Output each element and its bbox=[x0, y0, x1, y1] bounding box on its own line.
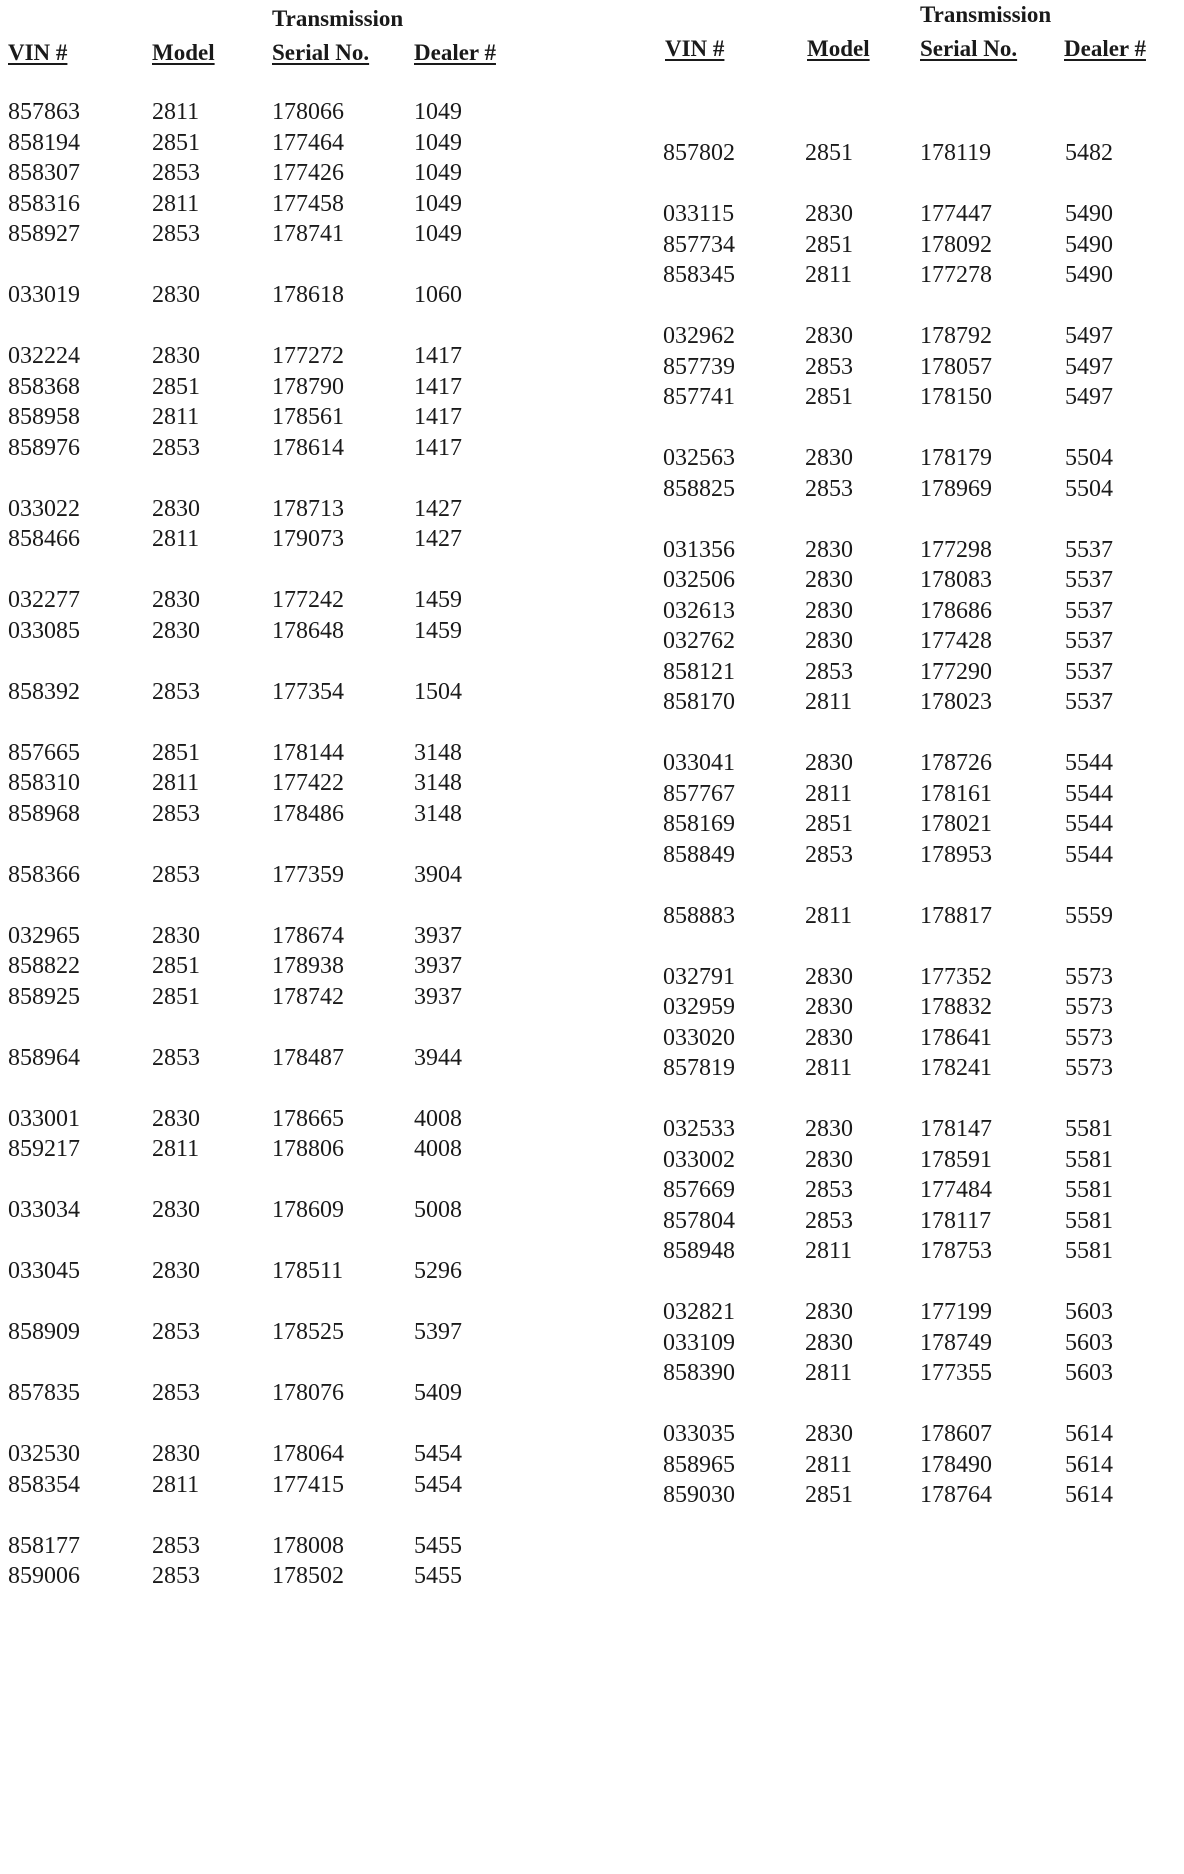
vin-cell: 033041 bbox=[663, 750, 735, 776]
serial-cell: 178591 bbox=[920, 1146, 992, 1173]
serial-cell: 178713 bbox=[272, 495, 344, 522]
serial-cell: 178490 bbox=[920, 1451, 992, 1478]
dealer-cell: 5490 bbox=[1065, 262, 1113, 288]
model-cell: 2851 bbox=[152, 953, 200, 979]
model-cell: 2853 bbox=[152, 1319, 200, 1345]
model-cell: 2853 bbox=[152, 1563, 200, 1589]
vin-cell: 858964 bbox=[8, 1044, 80, 1071]
model-cell: 2830 bbox=[152, 495, 200, 522]
serial-cell: 177298 bbox=[920, 536, 992, 563]
vin-cell: 032959 bbox=[663, 994, 735, 1020]
model-cell: 2851 bbox=[805, 1482, 853, 1508]
vin-cell: 857669 bbox=[663, 1177, 735, 1203]
model-cell: 2830 bbox=[805, 1329, 853, 1356]
serial-cell: 178147 bbox=[920, 1116, 992, 1142]
model-cell: 2851 bbox=[152, 739, 200, 766]
model-cell: 2851 bbox=[152, 983, 200, 1010]
vin-cell: 858825 bbox=[663, 475, 735, 502]
vin-cell: 858958 bbox=[8, 404, 80, 430]
model-cell: 2830 bbox=[805, 1024, 853, 1051]
vin-cell: 857767 bbox=[663, 780, 735, 807]
vin-cell: 858925 bbox=[8, 983, 80, 1010]
model-cell: 2830 bbox=[152, 1441, 200, 1467]
vin-cell: 858170 bbox=[663, 689, 735, 715]
vin-cell: 858976 bbox=[8, 434, 80, 461]
model-cell: 2811 bbox=[805, 780, 853, 807]
model-cell: 2851 bbox=[805, 811, 853, 837]
serial-cell: 178764 bbox=[920, 1482, 992, 1508]
vin-cell: 858392 bbox=[8, 678, 80, 705]
serial-cell: 177272 bbox=[272, 343, 344, 369]
serial-cell: 178487 bbox=[272, 1044, 344, 1071]
model-cell: 2853 bbox=[805, 353, 853, 380]
dealer-cell: 5573 bbox=[1065, 1055, 1113, 1081]
serial-cell: 178753 bbox=[920, 1238, 992, 1264]
serial-cell: 178083 bbox=[920, 567, 992, 593]
serial-cell: 178674 bbox=[272, 922, 344, 949]
serial-cell: 178486 bbox=[272, 800, 344, 827]
dealer-cell: 5544 bbox=[1065, 811, 1113, 837]
vin-cell: 858948 bbox=[663, 1238, 735, 1264]
dealer-cell: 5559 bbox=[1065, 902, 1113, 929]
serial-cell: 177352 bbox=[920, 963, 992, 990]
vin-cell: 858121 bbox=[663, 658, 735, 685]
serial-cell: 177359 bbox=[272, 861, 344, 888]
serial-cell: 178511 bbox=[272, 1258, 344, 1284]
vin-cell: 858466 bbox=[8, 526, 80, 552]
dealer-cell: 5544 bbox=[1065, 750, 1113, 776]
serial-cell: 178792 bbox=[920, 323, 992, 349]
header-vin: VIN # bbox=[665, 36, 725, 61]
model-cell: 2853 bbox=[152, 160, 200, 186]
vin-cell: 858345 bbox=[663, 262, 735, 288]
dealer-cell: 5603 bbox=[1065, 1329, 1113, 1356]
dealer-cell: 1459 bbox=[414, 617, 462, 644]
model-cell: 2853 bbox=[152, 861, 200, 888]
dealer-cell: 1417 bbox=[414, 373, 462, 400]
dealer-cell: 3937 bbox=[414, 983, 462, 1010]
serial-cell: 178641 bbox=[920, 1024, 992, 1051]
vin-cell: 857804 bbox=[663, 1207, 735, 1234]
model-cell: 2811 bbox=[152, 404, 200, 430]
serial-cell: 177199 bbox=[920, 1299, 992, 1325]
dealer-cell: 1060 bbox=[414, 282, 462, 308]
dealer-cell: 5490 bbox=[1065, 201, 1113, 227]
dealer-cell: 3904 bbox=[414, 861, 462, 888]
dealer-cell: 5581 bbox=[1065, 1116, 1113, 1142]
model-cell: 2853 bbox=[152, 800, 200, 827]
dealer-cell: 5497 bbox=[1065, 384, 1113, 410]
dealer-cell: 5603 bbox=[1065, 1299, 1113, 1325]
vin-cell: 858883 bbox=[663, 902, 735, 929]
model-cell: 2811 bbox=[805, 1055, 853, 1081]
serial-cell: 178161 bbox=[920, 780, 992, 807]
vin-cell: 857835 bbox=[8, 1380, 80, 1406]
dealer-cell: 1049 bbox=[414, 160, 462, 186]
vin-cell: 032533 bbox=[663, 1116, 735, 1142]
vin-cell: 857819 bbox=[663, 1055, 735, 1081]
dealer-cell: 3148 bbox=[414, 800, 462, 827]
model-cell: 2830 bbox=[152, 617, 200, 644]
vin-cell: 032965 bbox=[8, 922, 80, 949]
vin-cell: 033022 bbox=[8, 495, 80, 522]
serial-cell: 178749 bbox=[920, 1329, 992, 1356]
serial-cell: 179073 bbox=[272, 526, 344, 552]
model-cell: 2830 bbox=[805, 323, 853, 349]
serial-cell: 177458 bbox=[272, 190, 344, 217]
dealer-cell: 5537 bbox=[1065, 658, 1113, 685]
serial-cell: 177278 bbox=[920, 262, 992, 288]
dealer-cell: 1049 bbox=[414, 129, 462, 156]
vin-cell: 857665 bbox=[8, 739, 80, 766]
model-cell: 2830 bbox=[805, 750, 853, 776]
dealer-cell: 5504 bbox=[1065, 475, 1113, 502]
serial-cell: 178076 bbox=[272, 1380, 344, 1406]
model-cell: 2811 bbox=[152, 770, 200, 796]
dealer-cell: 5537 bbox=[1065, 567, 1113, 593]
model-cell: 2830 bbox=[152, 1258, 200, 1284]
vin-cell: 857863 bbox=[8, 99, 80, 125]
model-cell: 2853 bbox=[152, 1044, 200, 1071]
serial-cell: 177426 bbox=[272, 160, 344, 186]
vin-cell: 858368 bbox=[8, 373, 80, 400]
dealer-cell: 5573 bbox=[1065, 963, 1113, 990]
vin-cell: 033035 bbox=[663, 1421, 735, 1447]
serial-cell: 178726 bbox=[920, 750, 992, 776]
vin-cell: 033085 bbox=[8, 617, 80, 644]
dealer-cell: 5409 bbox=[414, 1380, 462, 1406]
dealer-cell: 5573 bbox=[1065, 1024, 1113, 1051]
vin-cell: 033020 bbox=[663, 1024, 735, 1051]
dealer-cell: 1427 bbox=[414, 526, 462, 552]
serial-cell: 178525 bbox=[272, 1319, 344, 1345]
dealer-cell: 4008 bbox=[414, 1136, 462, 1162]
dealer-cell: 5581 bbox=[1065, 1177, 1113, 1203]
model-cell: 2830 bbox=[152, 587, 200, 613]
vin-cell: 033109 bbox=[663, 1329, 735, 1356]
vin-cell: 859217 bbox=[8, 1136, 80, 1162]
dealer-cell: 5504 bbox=[1065, 445, 1113, 471]
header-model: Model bbox=[807, 36, 870, 61]
serial-cell: 177484 bbox=[920, 1177, 992, 1203]
serial-cell: 178021 bbox=[920, 811, 992, 837]
vin-cell: 857739 bbox=[663, 353, 735, 380]
model-cell: 2853 bbox=[152, 1532, 200, 1559]
vin-cell: 858307 bbox=[8, 160, 80, 186]
model-cell: 2851 bbox=[805, 140, 853, 166]
model-cell: 2853 bbox=[152, 1380, 200, 1406]
serial-cell: 178969 bbox=[920, 475, 992, 502]
dealer-cell: 5296 bbox=[414, 1258, 462, 1284]
dealer-cell: 5614 bbox=[1065, 1451, 1113, 1478]
serial-cell: 178092 bbox=[920, 231, 992, 258]
vin-cell: 858927 bbox=[8, 221, 80, 247]
dealer-cell: 5497 bbox=[1065, 323, 1113, 349]
dealer-cell: 5581 bbox=[1065, 1238, 1113, 1264]
model-cell: 2830 bbox=[805, 963, 853, 990]
serial-cell: 178241 bbox=[920, 1055, 992, 1081]
dealer-cell: 1417 bbox=[414, 434, 462, 461]
dealer-cell: 1049 bbox=[414, 99, 462, 125]
model-cell: 2853 bbox=[805, 1177, 853, 1203]
dealer-cell: 1417 bbox=[414, 404, 462, 430]
vin-cell: 032530 bbox=[8, 1441, 80, 1467]
model-cell: 2830 bbox=[805, 994, 853, 1020]
vin-cell: 033034 bbox=[8, 1197, 80, 1223]
dealer-cell: 5581 bbox=[1065, 1207, 1113, 1234]
vin-cell: 032277 bbox=[8, 587, 80, 613]
vin-cell: 858968 bbox=[8, 800, 80, 827]
vin-cell: 859006 bbox=[8, 1563, 80, 1589]
vin-cell: 032821 bbox=[663, 1299, 735, 1325]
dealer-cell: 5008 bbox=[414, 1197, 462, 1223]
serial-cell: 178686 bbox=[920, 597, 992, 624]
model-cell: 2830 bbox=[805, 536, 853, 563]
model-cell: 2811 bbox=[805, 1451, 853, 1478]
vin-cell: 032613 bbox=[663, 597, 735, 624]
model-cell: 2830 bbox=[805, 1116, 853, 1142]
vin-cell: 032762 bbox=[663, 628, 735, 654]
dealer-cell: 5454 bbox=[414, 1471, 462, 1498]
serial-cell: 178064 bbox=[272, 1441, 344, 1467]
vin-cell: 858849 bbox=[663, 841, 735, 868]
serial-cell: 177415 bbox=[272, 1471, 344, 1498]
model-cell: 2830 bbox=[152, 343, 200, 369]
dealer-cell: 3148 bbox=[414, 739, 462, 766]
dealer-cell: 5497 bbox=[1065, 353, 1113, 380]
dealer-cell: 5455 bbox=[414, 1563, 462, 1589]
vin-cell: 858194 bbox=[8, 129, 80, 156]
vin-cell: 033001 bbox=[8, 1105, 80, 1132]
vin-cell: 858366 bbox=[8, 861, 80, 888]
model-cell: 2830 bbox=[805, 1146, 853, 1173]
serial-cell: 177447 bbox=[920, 201, 992, 227]
dealer-cell: 3937 bbox=[414, 922, 462, 949]
vin-cell: 032506 bbox=[663, 567, 735, 593]
header-dealer: Dealer # bbox=[414, 40, 496, 65]
dealer-cell: 4008 bbox=[414, 1105, 462, 1132]
dealer-cell: 5537 bbox=[1065, 597, 1113, 624]
serial-cell: 178817 bbox=[920, 902, 992, 929]
serial-cell: 178057 bbox=[920, 353, 992, 380]
dealer-cell: 1504 bbox=[414, 678, 462, 705]
serial-cell: 178953 bbox=[920, 841, 992, 868]
model-cell: 2851 bbox=[805, 231, 853, 258]
header-serial: Serial No. bbox=[920, 36, 1018, 61]
dealer-cell: 3937 bbox=[414, 953, 462, 979]
model-cell: 2830 bbox=[805, 628, 853, 654]
model-cell: 2811 bbox=[805, 1238, 853, 1264]
serial-cell: 178023 bbox=[920, 689, 992, 715]
vin-cell: 857741 bbox=[663, 384, 735, 410]
model-cell: 2830 bbox=[152, 282, 200, 308]
vin-cell: 858169 bbox=[663, 811, 735, 837]
serial-cell: 178741 bbox=[272, 221, 344, 247]
vin-cell: 032224 bbox=[8, 343, 80, 369]
dealer-cell: 3148 bbox=[414, 770, 462, 796]
dealer-cell: 3944 bbox=[414, 1044, 462, 1071]
model-cell: 2830 bbox=[805, 1421, 853, 1447]
serial-cell: 178607 bbox=[920, 1421, 992, 1447]
serial-cell: 178561 bbox=[272, 404, 344, 430]
vin-cell: 858390 bbox=[663, 1360, 735, 1386]
serial-cell: 178119 bbox=[920, 140, 992, 166]
header-transmission: Transmission bbox=[920, 2, 1052, 27]
serial-cell: 177290 bbox=[920, 658, 992, 685]
serial-cell: 178790 bbox=[272, 373, 344, 400]
vin-cell: 859030 bbox=[663, 1482, 735, 1508]
model-cell: 2811 bbox=[152, 1136, 200, 1162]
dealer-cell: 1417 bbox=[414, 343, 462, 369]
model-cell: 2830 bbox=[805, 597, 853, 624]
dealer-cell: 5573 bbox=[1065, 994, 1113, 1020]
model-cell: 2830 bbox=[805, 445, 853, 471]
dealer-cell: 5614 bbox=[1065, 1421, 1113, 1447]
serial-cell: 178117 bbox=[920, 1207, 992, 1234]
model-cell: 2811 bbox=[805, 902, 853, 929]
model-cell: 2830 bbox=[152, 922, 200, 949]
model-cell: 2811 bbox=[152, 1471, 200, 1498]
vin-cell: 032962 bbox=[663, 323, 735, 349]
serial-cell: 178150 bbox=[920, 384, 992, 410]
header-dealer: Dealer # bbox=[1064, 36, 1146, 61]
dealer-cell: 5537 bbox=[1065, 628, 1113, 654]
serial-cell: 177242 bbox=[272, 587, 344, 613]
model-cell: 2830 bbox=[805, 1299, 853, 1325]
dealer-cell: 5544 bbox=[1065, 841, 1113, 868]
dealer-cell: 1049 bbox=[414, 190, 462, 217]
serial-cell: 178609 bbox=[272, 1197, 344, 1223]
header-transmission: Transmission bbox=[272, 6, 404, 31]
serial-cell: 178502 bbox=[272, 1563, 344, 1589]
vin-cell: 858310 bbox=[8, 770, 80, 796]
serial-cell: 178614 bbox=[272, 434, 344, 461]
dealer-cell: 5482 bbox=[1065, 140, 1113, 166]
dealer-cell: 5603 bbox=[1065, 1360, 1113, 1386]
serial-cell: 178618 bbox=[272, 282, 344, 308]
vin-cell: 032791 bbox=[663, 963, 735, 990]
model-cell: 2851 bbox=[152, 373, 200, 400]
model-cell: 2851 bbox=[152, 129, 200, 156]
dealer-cell: 1049 bbox=[414, 221, 462, 247]
model-cell: 2853 bbox=[805, 658, 853, 685]
model-cell: 2853 bbox=[805, 475, 853, 502]
model-cell: 2853 bbox=[805, 841, 853, 868]
model-cell: 2811 bbox=[805, 689, 853, 715]
dealer-cell: 5614 bbox=[1065, 1482, 1113, 1508]
model-cell: 2830 bbox=[805, 201, 853, 227]
serial-cell: 178938 bbox=[272, 953, 344, 979]
model-cell: 2811 bbox=[805, 1360, 853, 1386]
vin-cell: 858316 bbox=[8, 190, 80, 217]
dealer-cell: 5490 bbox=[1065, 231, 1113, 258]
serial-cell: 178742 bbox=[272, 983, 344, 1010]
model-cell: 2851 bbox=[805, 384, 853, 410]
serial-cell: 178806 bbox=[272, 1136, 344, 1162]
model-cell: 2853 bbox=[152, 434, 200, 461]
vin-cell: 033019 bbox=[8, 282, 80, 308]
vin-cell: 033115 bbox=[663, 201, 735, 227]
vin-cell: 858354 bbox=[8, 1471, 80, 1498]
model-cell: 2811 bbox=[152, 190, 200, 217]
vin-cell: 857802 bbox=[663, 140, 735, 166]
model-cell: 2830 bbox=[805, 567, 853, 593]
vin-cell: 857734 bbox=[663, 231, 735, 258]
model-cell: 2853 bbox=[152, 678, 200, 705]
serial-cell: 177464 bbox=[272, 129, 344, 156]
dealer-cell: 5537 bbox=[1065, 689, 1113, 715]
serial-cell: 178179 bbox=[920, 445, 992, 471]
serial-cell: 177354 bbox=[272, 678, 344, 705]
model-cell: 2830 bbox=[152, 1105, 200, 1132]
serial-cell: 177428 bbox=[920, 628, 992, 654]
vin-cell: 033002 bbox=[663, 1146, 735, 1173]
model-cell: 2830 bbox=[152, 1197, 200, 1223]
serial-cell: 177355 bbox=[920, 1360, 992, 1386]
dealer-cell: 1427 bbox=[414, 495, 462, 522]
dealer-cell: 1459 bbox=[414, 587, 462, 613]
vin-cell: 858822 bbox=[8, 953, 80, 979]
dealer-cell: 5397 bbox=[414, 1319, 462, 1345]
header-vin: VIN # bbox=[8, 40, 68, 65]
header-model: Model bbox=[152, 40, 215, 65]
model-cell: 2811 bbox=[152, 526, 200, 552]
serial-cell: 178665 bbox=[272, 1105, 344, 1132]
model-cell: 2811 bbox=[152, 99, 200, 125]
dealer-cell: 5544 bbox=[1065, 780, 1113, 807]
vin-cell: 031356 bbox=[663, 536, 735, 563]
serial-cell: 178008 bbox=[272, 1532, 344, 1559]
dealer-cell: 5537 bbox=[1065, 536, 1113, 563]
vin-cell: 858177 bbox=[8, 1532, 80, 1559]
dealer-cell: 5455 bbox=[414, 1532, 462, 1559]
vin-cell: 033045 bbox=[8, 1258, 80, 1284]
serial-cell: 177422 bbox=[272, 770, 344, 796]
serial-cell: 178066 bbox=[272, 99, 344, 125]
header-serial: Serial No. bbox=[272, 40, 370, 65]
vin-cell: 858909 bbox=[8, 1319, 80, 1345]
model-cell: 2853 bbox=[805, 1207, 853, 1234]
model-cell: 2853 bbox=[152, 221, 200, 247]
dealer-cell: 5581 bbox=[1065, 1146, 1113, 1173]
model-cell: 2811 bbox=[805, 262, 853, 288]
dealer-cell: 5454 bbox=[414, 1441, 462, 1467]
vin-cell: 858965 bbox=[663, 1451, 735, 1478]
serial-cell: 178832 bbox=[920, 994, 992, 1020]
serial-cell: 178144 bbox=[272, 739, 344, 766]
serial-cell: 178648 bbox=[272, 617, 344, 644]
vin-cell: 032563 bbox=[663, 445, 735, 471]
